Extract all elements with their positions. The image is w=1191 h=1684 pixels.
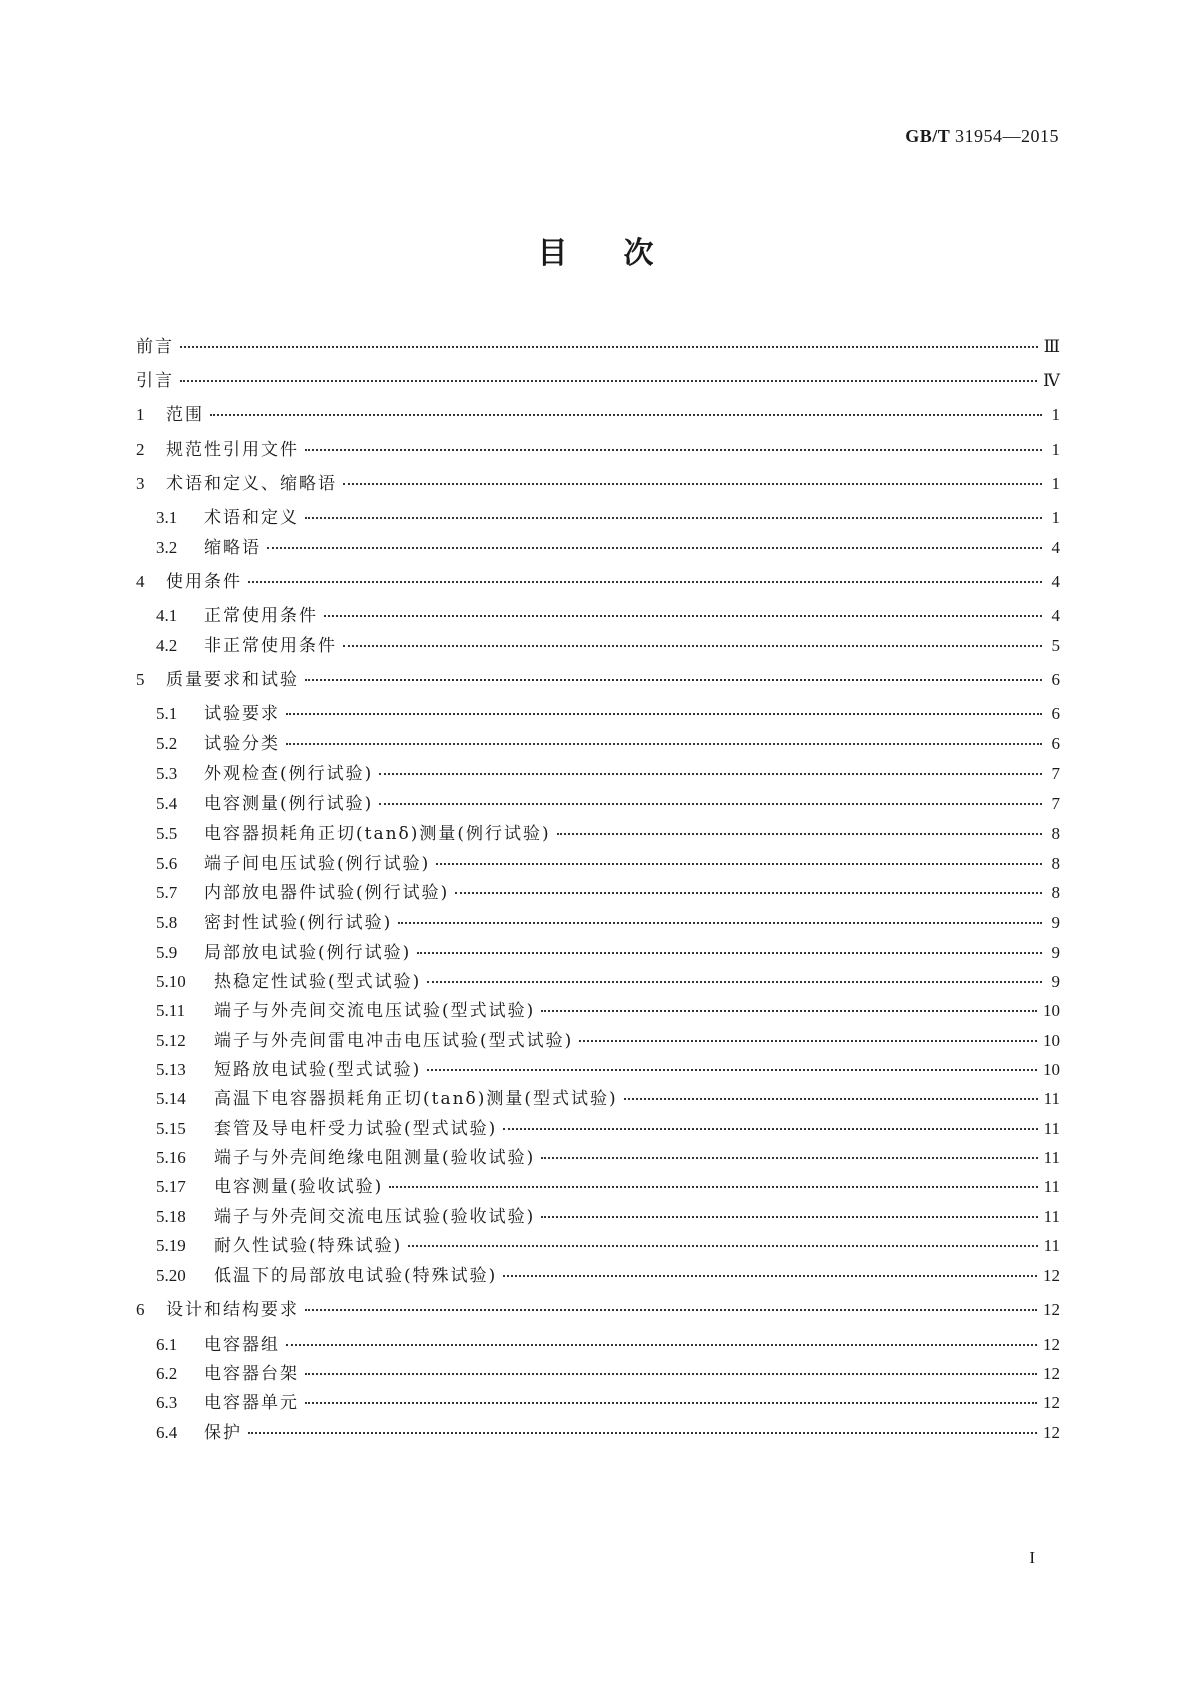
- dot-leader: [408, 1244, 1037, 1247]
- toc-entry-page: 1: [1051, 508, 1060, 527]
- toc-entry-number: 6: [136, 1300, 145, 1319]
- toc-entry-page: 9: [1051, 972, 1060, 991]
- toc-entry-page: 6: [1051, 734, 1060, 753]
- toc-entry[interactable]: [156, 1361, 1060, 1387]
- toc-entry[interactable]: [156, 535, 1060, 561]
- toc-entry[interactable]: [156, 505, 1060, 531]
- toc-entry-number: 5.12: [156, 1031, 186, 1050]
- dot-leader: [503, 1274, 1037, 1277]
- toc-entry-title: 引言: [136, 371, 174, 391]
- toc-entry-page: 10: [1043, 1001, 1060, 1020]
- dot-leader: [305, 1308, 1037, 1311]
- toc-entry-page: Ⅲ: [1043, 337, 1060, 356]
- toc-entry-number: 3.1: [156, 508, 178, 527]
- toc-entry-title: 范围: [166, 405, 204, 425]
- toc-entry-title: 非正常使用条件: [204, 636, 337, 656]
- toc-entry-page: 6: [1051, 704, 1060, 723]
- toc-entry-page: 12: [1043, 1423, 1060, 1442]
- toc-entry[interactable]: [156, 701, 1060, 727]
- dot-leader: [389, 1185, 1037, 1188]
- toc-entry-title: 电容器单元: [204, 1393, 299, 1413]
- toc-entry-number: 5.9: [156, 943, 178, 962]
- toc-entry-title: 规范性引用文件: [166, 440, 299, 460]
- dot-leader: [305, 448, 1042, 451]
- toc-entry[interactable]: [156, 1116, 1060, 1142]
- dot-leader: [436, 862, 1042, 865]
- dot-leader: [210, 413, 1042, 416]
- toc-entry[interactable]: [156, 880, 1060, 906]
- toc-entry-page: 12: [1043, 1266, 1060, 1285]
- toc-entry-page: 6: [1051, 670, 1060, 689]
- toc-entry-number: 4.2: [156, 636, 178, 655]
- dot-leader: [180, 345, 1038, 348]
- toc-entry-page: 8: [1051, 824, 1060, 843]
- toc-entry-number: 6.1: [156, 1335, 178, 1354]
- page-title: 目次: [537, 236, 710, 271]
- dot-leader: [398, 921, 1042, 924]
- dot-leader: [503, 1127, 1037, 1130]
- toc-entry-title: 端子与外壳间交流电压试验(型式试验): [214, 1001, 536, 1021]
- toc-entry[interactable]: [156, 1086, 1060, 1112]
- toc-entry-number: 5.14: [156, 1089, 186, 1108]
- toc-entry-page: 11: [1043, 1119, 1060, 1138]
- dot-leader: [379, 802, 1042, 805]
- dot-leader: [305, 1372, 1037, 1375]
- toc-entry-page: 9: [1051, 913, 1060, 932]
- toc-entry-title: 端子与外壳间雷电冲击电压试验(型式试验): [214, 1031, 574, 1051]
- toc-entry-number: 6.3: [156, 1393, 178, 1412]
- toc-entry[interactable]: [136, 437, 1060, 463]
- toc-entry[interactable]: [156, 1263, 1060, 1289]
- toc-entry[interactable]: [136, 471, 1060, 497]
- doc-code: GB/T: [905, 126, 950, 146]
- toc-entry[interactable]: [156, 910, 1060, 936]
- doc-number: 31954—2015: [955, 126, 1059, 146]
- toc-entry-number: 3: [136, 474, 145, 493]
- toc-entry-page: 4: [1051, 538, 1060, 557]
- toc-entry-title: 正常使用条件: [204, 606, 318, 626]
- toc-entry[interactable]: [136, 368, 1060, 394]
- dot-leader: [343, 644, 1042, 647]
- dot-leader: [286, 712, 1042, 715]
- toc-entry-page: 1: [1051, 440, 1060, 459]
- toc-entry[interactable]: [156, 1028, 1060, 1054]
- dot-leader: [324, 614, 1042, 617]
- page-number: I: [1029, 1548, 1035, 1567]
- toc-entry-title: 前言: [136, 337, 174, 357]
- toc-entry-number: 5.10: [156, 972, 186, 991]
- toc-entry-title: 高温下电容器损耗角正切(tanδ)测量(型式试验): [214, 1089, 618, 1109]
- dot-leader: [305, 1401, 1037, 1404]
- toc-entry-title: 电容器台架: [204, 1364, 299, 1384]
- dot-leader: [379, 772, 1042, 775]
- dot-leader: [579, 1039, 1037, 1042]
- toc-entry-page: 1: [1051, 474, 1060, 493]
- toc-entry-page: 12: [1043, 1335, 1060, 1354]
- toc-entry-number: 4.1: [156, 606, 178, 625]
- toc-entry-page: 8: [1051, 883, 1060, 902]
- toc-entry-title: 端子与外壳间绝缘电阻测量(验收试验): [214, 1148, 536, 1168]
- dot-leader: [180, 379, 1037, 382]
- toc-entry-title: 试验分类: [204, 734, 280, 754]
- toc-entry-title: 设计和结构要求: [166, 1300, 299, 1320]
- toc-entry-title: 密封性试验(例行试验): [204, 913, 393, 933]
- toc-entry-page: 4: [1051, 572, 1060, 591]
- toc-entry[interactable]: [156, 1057, 1060, 1083]
- toc-entry-page: 5: [1051, 636, 1060, 655]
- toc-entry-number: 5.7: [156, 883, 178, 902]
- toc-entry-number: 2: [136, 440, 145, 459]
- toc-entry-number: 5.19: [156, 1236, 186, 1255]
- toc-entry-title: 使用条件: [166, 572, 242, 592]
- dot-leader: [248, 580, 1042, 583]
- toc-entry-number: 5: [136, 670, 145, 689]
- dot-leader: [541, 1156, 1037, 1159]
- dot-leader: [267, 546, 1042, 549]
- toc-entry-title: 电容测量(例行试验): [204, 794, 374, 814]
- toc-entry-page: 7: [1051, 794, 1060, 813]
- toc-entry[interactable]: [136, 334, 1060, 360]
- toc-entry-page: Ⅳ: [1043, 371, 1060, 390]
- toc-entry-page: 1: [1051, 405, 1060, 424]
- toc-entry[interactable]: [156, 998, 1060, 1024]
- dot-leader: [305, 678, 1042, 681]
- toc-entry-title: 耐久性试验(特殊试验): [214, 1236, 403, 1256]
- toc-entry-title: 套管及导电杆受力试验(型式试验): [214, 1119, 498, 1139]
- toc-entry-title: 热稳定性试验(型式试验): [214, 972, 422, 992]
- toc-entry[interactable]: [156, 603, 1060, 629]
- toc-entry[interactable]: [156, 940, 1060, 966]
- toc-entry-title: 电容测量(验收试验): [214, 1177, 384, 1197]
- toc-entry-number: 3.2: [156, 538, 178, 557]
- toc-entry-number: 5.13: [156, 1060, 186, 1079]
- dot-leader: [557, 832, 1042, 835]
- dot-leader: [286, 1343, 1037, 1346]
- toc-entry-number: 5.11: [156, 1001, 186, 1020]
- toc-entry[interactable]: [156, 1204, 1060, 1230]
- toc-entry-page: 4: [1051, 606, 1060, 625]
- toc-entry-page: 11: [1043, 1089, 1060, 1108]
- toc-entry-title: 内部放电器件试验(例行试验): [204, 883, 450, 903]
- dot-leader: [343, 482, 1042, 485]
- toc-entry-number: 5.1: [156, 704, 178, 723]
- toc-entry-number: 5.6: [156, 854, 178, 873]
- dot-leader: [624, 1097, 1038, 1100]
- dot-leader: [541, 1009, 1037, 1012]
- toc-entry-page: 11: [1043, 1177, 1060, 1196]
- toc-entry[interactable]: [136, 569, 1060, 595]
- toc-entry-title: 术语和定义、缩略语: [166, 474, 337, 494]
- toc-entry[interactable]: [156, 731, 1060, 757]
- toc-entry-number: 5.16: [156, 1148, 186, 1167]
- dot-leader: [286, 742, 1042, 745]
- toc-entry[interactable]: [156, 761, 1060, 787]
- toc-entry-title: 质量要求和试验: [166, 670, 299, 690]
- toc-entry-title: 保护: [204, 1423, 242, 1443]
- toc-entry-title: 外观检查(例行试验): [204, 764, 374, 784]
- toc-entry-title: 缩略语: [204, 538, 261, 558]
- toc-entry[interactable]: [156, 821, 1060, 847]
- toc-entry[interactable]: [156, 969, 1060, 995]
- toc-entry-title: 术语和定义: [204, 508, 299, 528]
- toc-entry-number: 5.3: [156, 764, 178, 783]
- toc-entry-page: 11: [1043, 1236, 1060, 1255]
- document-id: [905, 126, 1059, 147]
- toc-entry[interactable]: [136, 1297, 1060, 1323]
- toc-entry-number: 5.4: [156, 794, 178, 813]
- dot-leader: [248, 1431, 1037, 1434]
- toc-entry[interactable]: [156, 1420, 1060, 1446]
- toc-entry-title: 端子间电压试验(例行试验): [204, 854, 431, 874]
- toc-entry-page: 10: [1043, 1031, 1060, 1050]
- toc-entry[interactable]: [156, 1233, 1060, 1259]
- dot-leader: [455, 891, 1042, 894]
- toc-entry-number: 5.2: [156, 734, 178, 753]
- toc-entry-number: 6.4: [156, 1423, 178, 1442]
- toc-entry-number: 6.2: [156, 1364, 178, 1383]
- toc-entry-number: 4: [136, 572, 145, 591]
- toc-entry-number: 1: [136, 405, 145, 424]
- toc-entry-page: 7: [1051, 764, 1060, 783]
- toc-entry-number: 5.18: [156, 1207, 186, 1226]
- toc-entry-title: 局部放电试验(例行试验): [204, 943, 412, 963]
- toc-entry[interactable]: [156, 633, 1060, 659]
- toc-entry-title: 电容器组: [204, 1335, 280, 1355]
- toc-entry[interactable]: [136, 402, 1060, 428]
- toc-entry-page: 11: [1043, 1148, 1060, 1167]
- toc-entry-page: 11: [1043, 1207, 1060, 1226]
- toc-entry[interactable]: [156, 1332, 1060, 1358]
- dot-leader: [427, 1068, 1037, 1071]
- toc-entry-number: 5.5: [156, 824, 178, 843]
- dot-leader: [417, 951, 1042, 954]
- dot-leader: [427, 980, 1042, 983]
- dot-leader: [541, 1215, 1037, 1218]
- toc-entry[interactable]: [156, 1174, 1060, 1200]
- toc-entry[interactable]: [156, 1390, 1060, 1416]
- toc-entry-page: 10: [1043, 1060, 1060, 1079]
- toc-entry-page: 12: [1043, 1300, 1060, 1319]
- toc-entry-title: 低温下的局部放电试验(特殊试验): [214, 1266, 498, 1286]
- toc-entry-number: 5.17: [156, 1177, 186, 1196]
- toc-entry-page: 8: [1051, 854, 1060, 873]
- toc-entry-title: 短路放电试验(型式试验): [214, 1060, 422, 1080]
- toc-entry-page: 12: [1043, 1393, 1060, 1412]
- toc-entry-title: 试验要求: [204, 704, 280, 724]
- toc-entry-title: 电容器损耗角正切(tanδ)测量(例行试验): [204, 824, 551, 844]
- toc-entry-number: 5.20: [156, 1266, 186, 1285]
- toc-entry-number: 5.8: [156, 913, 178, 932]
- toc-entry-number: 5.15: [156, 1119, 186, 1138]
- toc-entry[interactable]: [136, 667, 1060, 693]
- toc-entry[interactable]: [156, 791, 1060, 817]
- toc-entry[interactable]: [156, 851, 1060, 877]
- toc-entry[interactable]: [156, 1145, 1060, 1171]
- dot-leader: [305, 516, 1042, 519]
- toc-entry-title: 端子与外壳间交流电压试验(验收试验): [214, 1207, 536, 1227]
- toc-entry-page: 9: [1051, 943, 1060, 962]
- toc-entry-page: 12: [1043, 1364, 1060, 1383]
